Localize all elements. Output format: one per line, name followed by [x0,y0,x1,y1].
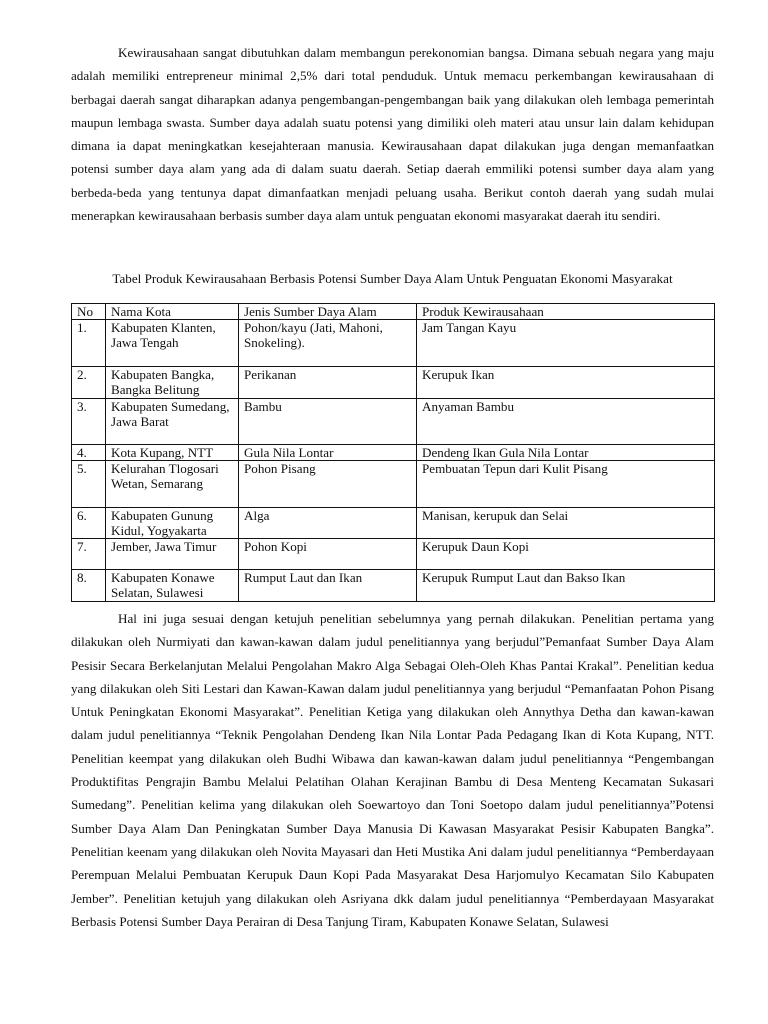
cell-no: 7. [72,539,106,570]
cell-nama-kota: Kabupaten Konawe Selatan, Sulawesi [106,570,239,601]
table-row [72,460,715,507]
cell-nama-kota: Kabupaten Klanten, Jawa Tengah [106,320,239,367]
cell-nama-kota: Kota Kupang, NTT [106,444,239,460]
table-row [72,367,715,398]
cell-produk: Pembuatan Tepun dari Kulit Pisang [417,460,715,507]
cell-nama-kota: Kabupaten Gunung Kidul, Yogyakarta [106,507,239,538]
cell-jenis: Pohon Pisang [239,460,417,507]
cell-produk: Kerupuk Rumput Laut dan Bakso Ikan [417,570,715,601]
cell-jenis: Perikanan [239,367,417,398]
table-row [72,398,715,444]
cell-jenis: Alga [239,507,417,538]
cell-produk: Kerupuk Daun Kopi [417,539,715,570]
cell-no: 5. [72,460,106,507]
header-produk: Produk Kewirausahaan [417,304,715,320]
cell-nama-kota: Jember, Jawa Timur [106,539,239,570]
resource-product-table [71,303,715,602]
header-nama-kota: Nama Kota [106,304,239,320]
intro-paragraph: Kewirausahaan sangat dibutuhkan dalam membangun perekonomian bangsa. Dimana sebuah negara yang maju adalah memiliki entrepreneur minimal 2,5% dari total penduduk. Untuk memacu perkembangan kewirausahaan di berbagai daerah sangat diharapkan adanya pengembangan-pengembangan baik yang dilakukan oleh lembaga pemerintah maupun lembaga swasta. Sumber daya adalah suatu potensi yang dimiliki oleh materi atau unsur lain dalam kehidupan dimana ia dapat meningkatkan kesejahteraan manusia. Kewirausahaan dapat dilakukan juga dengan memanfaatkan potensi sumber daya alam yang ada di dalam suatu daerah. Setiap daerah emmiliki potensi sumber daya alam yang berbeda-beda yang tentunya dapat dimanfaatkan menjadi peluang usaha. Berikut contoh daerah yang sudah mulai menerapkan kewirausahaan berbasis sumber daya alam untuk penguatan ekonomi masyarakat daerah itu sendiri. [71,45,714,224]
cell-nama-kota: Kabupaten Sumedang, Jawa Barat [106,398,239,444]
table-row [72,320,715,367]
cell-jenis: Pohon/kayu (Jati, Mahoni, Snokeling). [239,320,417,367]
cell-nama-kota: Kabupaten Bangka, Bangka Belitung [106,367,239,398]
cell-no: 1. [72,320,106,367]
table-caption: Tabel Produk Kewirausahaan Berbasis Potensi Sumber Daya Alam Untuk Penguatan Ekonomi Masyarakat [112,271,673,286]
table-row [72,570,715,601]
cell-produk: Manisan, kerupuk dan Selai [417,507,715,538]
table-row [72,507,715,538]
cell-nama-kota: Kelurahan Tlogosari Wetan, Semarang [106,460,239,507]
research-paragraph: Hal ini juga sesuai dengan ketujuh penelitian sebelumnya yang pernah dilakukan. Penelitian pertama yang dilakukan oleh Nurmiyati dan kawan-kawan dalam judul penelitiannya yang berjudul”Pemanfaat Sumber Daya Alam Pesisir Secara Berkelanjutan Melalui Pengolahan Makro Alga Sebagai Oleh-Oleh Khas Pantai Krakal”. Penelitian kedua yang dilakukan oleh Siti Lestari dan Kawan-Kawan dalam judul penelitiannya yang berjudul “Pemanfaatan Pohon Pisang Untuk Peningkatan Ekonomi Masyarakat”. Penelitian Ketiga yang dilakukan oleh Annythya Detha dan kawan-kawan dalam judul penelitiannya “Teknik Pengolahan Dendeng Ikan Nila Lontar Pada Pedagang Ikan di Kota Kupang, NTT. Penelitian keempat yang dilakukan oleh Budhi Wibawa dan kawan-kawan dalam judul penelitiannya “Pengembangan Produktifitas Pengrajin Bambu Melalui Pelatihan Olahan Kerajinan Bambu di Desa Menteng Kecamatan Sukasari Sumedang”. Penelitian kelima yang dilakukan oleh Soewartoyo dan Toni Soetopo dalam judul penelitiannya”Potensi Sumber Daya Alam Dan Peningkatan Sumber Daya Manusia Di Kawasan Masyarakat Pesisir Kabupaten Bangka”. Penelitian keenam yang dilakukan oleh Novita Mayasari dan Heti Mustika Ani dalam judul penelitiannya “Pemberdayaan Perempuan Melalui Pembuatan Kerupuk Daun Kopi Pada Masyarakat Desa Harjomulyo Kecamatan Silo Kabupaten Jember”. Penelitian ketujuh yang dilakukan oleh Asriyana dkk dalam judul penelitiannya “Pemberdayaan Masyarakat Berbasis Potensi Sumber Daya Perairan di Desa Tanjung Tiram, Kabupaten Konawe Selatan, Sulawesi [71,611,714,929]
cell-no: 4. [72,444,106,460]
table-header-row [72,304,715,320]
cell-jenis: Pohon Kopi [239,539,417,570]
cell-produk: Kerupuk Ikan [417,367,715,398]
cell-no: 8. [72,570,106,601]
cell-jenis: Rumput Laut dan Ikan [239,570,417,601]
cell-no: 3. [72,398,106,444]
cell-produk: Anyaman Bambu [417,398,715,444]
cell-produk: Dendeng Ikan Gula Nila Lontar [417,444,715,460]
header-jenis-sumber-daya: Jenis Sumber Daya Alam [239,304,417,320]
table-row [72,444,715,460]
cell-jenis: Gula Nila Lontar [239,444,417,460]
header-no: No [72,304,106,320]
cell-produk: Jam Tangan Kayu [417,320,715,367]
table-row [72,539,715,570]
cell-no: 2. [72,367,106,398]
cell-jenis: Bambu [239,398,417,444]
cell-no: 6. [72,507,106,538]
